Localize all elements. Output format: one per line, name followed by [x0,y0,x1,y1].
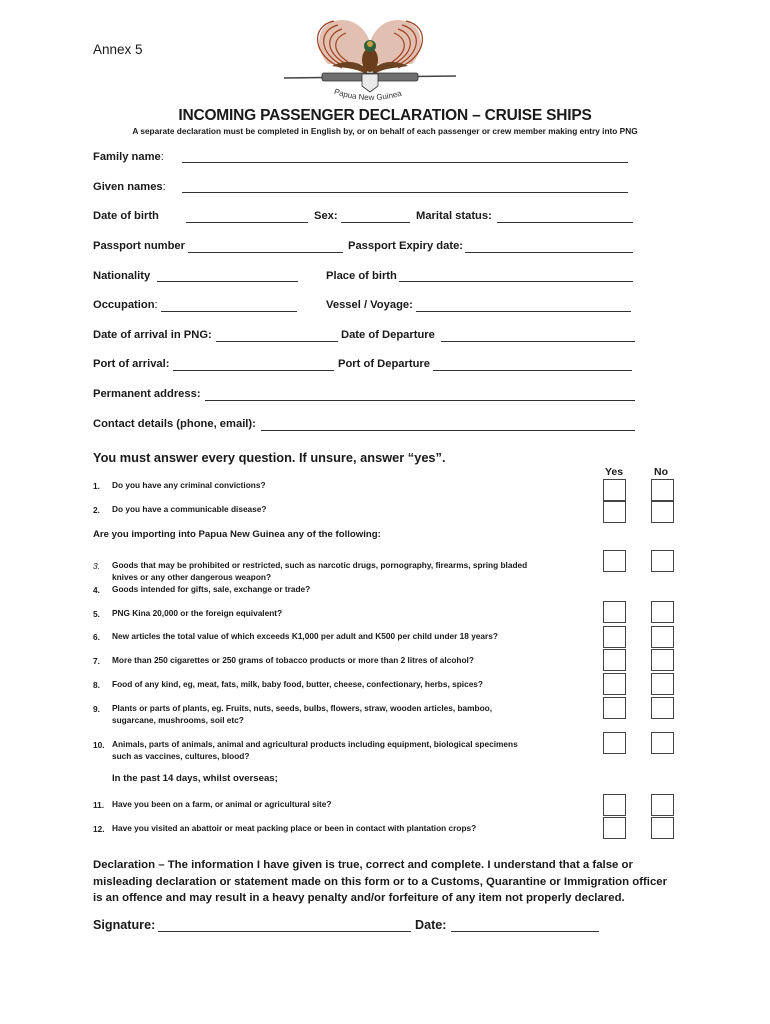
q5-yes-checkbox[interactable] [603,601,626,623]
overseas-heading: In the past 14 days, whilst overseas; [112,773,278,784]
question-text: Have you visited an abattoir or meat packing place or been in contact with plantation crops? [112,823,477,833]
q5-no-checkbox[interactable] [651,601,674,623]
question-text: Goods that may be prohibited or restricted, such as narcotic drugs, pornography, firearms, spring bladed [112,560,528,570]
q11-yes-checkbox[interactable] [603,794,626,816]
q7-yes-checkbox[interactable] [603,649,626,671]
question-number: 5. [93,609,100,619]
occupation-field[interactable] [161,311,297,312]
place-of-birth-label: Place of birth [326,270,397,282]
question-text-continued: such as vaccines, cultures, blood? [112,751,250,761]
nationality-field[interactable] [157,281,298,282]
q9-no-checkbox[interactable] [651,697,674,719]
question-number: 2. [93,505,100,515]
question-number: 9. [93,704,100,714]
q10-yes-checkbox[interactable] [603,732,626,754]
q12-no-checkbox[interactable] [651,817,674,839]
marital-status-field[interactable] [497,222,633,223]
passport-expiry-label: Passport Expiry date: [348,240,464,252]
q12-yes-checkbox[interactable] [603,817,626,839]
page-subtitle: A separate declaration must be completed in English by, or on behalf of each passenger or crew member making entry into PNG [132,126,638,136]
question-text: Food of any kind, eg, meat, fats, milk, baby food, butter, cheese, confectionary, herbs, spices? [112,679,483,689]
sex-label: Sex: [314,210,338,222]
question-number: 8. [93,680,100,690]
passport-number-label: Passport number [93,240,186,252]
question-text: Do you have any criminal convictions? [112,480,266,490]
vessel-voyage-label: Vessel / Voyage: [326,299,413,311]
port-of-arrival-label: Port of arrival: [93,358,170,370]
question-number: 4. [93,585,100,595]
question-text: More than 250 cigarettes or 250 grams of tobacco products or more than 2 litres of alcohol? [112,655,474,665]
date-of-birth-label: Date of birth [93,210,159,222]
question-number: 6. [93,632,100,642]
q2-yes-checkbox[interactable] [603,501,626,523]
question-text: Plants or parts of plants, eg. Fruits, nuts, seeds, bulbs, flowers, straw, wooden articles, bamboo, [112,703,493,713]
q10-no-checkbox[interactable] [651,732,674,754]
question-text: PNG Kina 20,000 or the foreign equivalent? [112,608,283,618]
passport-expiry-field[interactable] [465,252,633,253]
given-names-field[interactable] [182,192,628,193]
date-of-departure-label: Date of Departure [341,329,435,341]
instruction-heading: You must answer every question. If unsure, answer “yes”. [93,450,446,465]
question-number: 11. [93,800,105,810]
permanent-address-field[interactable] [205,400,635,401]
q6-yes-checkbox[interactable] [603,626,626,648]
q6-no-checkbox[interactable] [651,626,674,648]
port-of-departure-label: Port of Departure [338,358,430,370]
date-label: Date: [415,918,447,932]
q8-no-checkbox[interactable] [651,673,674,695]
yes-column-header: Yes [605,466,624,478]
question-text: Animals, parts of animals, animal and agricultural products including equipment, biological specimens [112,739,518,749]
question-number: 10. [93,740,105,750]
q7-no-checkbox[interactable] [651,649,674,671]
family-name-label: Family name: [93,151,164,163]
question-text: Do you have a communicable disease? [112,504,267,514]
question-text-continued: sugarcane, mushrooms, soil etc? [112,715,244,725]
port-of-arrival-field[interactable] [173,370,334,371]
question-text: New articles the total value of which exceeds K1,000 per adult and K500 per child under 18 years? [112,631,498,641]
date-field[interactable] [451,931,599,932]
no-column-header: No [654,466,668,478]
date-of-departure-field[interactable] [441,341,635,342]
q8-yes-checkbox[interactable] [603,673,626,695]
png-national-emblem [282,16,458,108]
nationality-label: Nationality [93,270,151,282]
signature-label: Signature: [93,918,156,932]
declaration-text: Declaration – The information I have given is true, correct and complete. I understand that a false or misleading declaration or statement made on this form or to a Customs, Quarantine or Immigration officer is an offence and may result in a heavy penalty and/or forfeiture of any item not properly declared. [93,859,668,904]
permanent-address-label: Permanent address: [93,388,201,400]
vessel-voyage-field[interactable] [416,311,631,312]
emblem-caption: Papua New Guinea [333,87,403,103]
question-text-continued: knives or any other dangerous weapon? [112,572,272,582]
question-number: 12. [93,824,105,834]
given-names-label: Given names: [93,181,166,193]
date-of-birth-field[interactable] [186,222,308,223]
q2-no-checkbox[interactable] [651,501,674,523]
annex-label: Annex 5 [93,42,143,57]
q1-yes-checkbox[interactable] [603,479,626,501]
question-number: 7. [93,656,100,666]
q1-no-checkbox[interactable] [651,479,674,501]
bird-of-paradise-emblem-icon [282,16,458,108]
q11-no-checkbox[interactable] [651,794,674,816]
importing-heading: Are you importing into Papua New Guinea any of the following: [93,529,381,540]
q3-yes-checkbox[interactable] [603,550,626,572]
occupation-label: Occupation: [93,299,158,311]
date-of-arrival-field[interactable] [216,341,338,342]
marital-status-label: Marital status: [416,210,492,222]
signature-field[interactable] [158,931,411,932]
place-of-birth-field[interactable] [399,281,633,282]
q3-no-checkbox[interactable] [651,550,674,572]
question-number: 3. [93,561,100,571]
family-name-field[interactable] [182,162,628,163]
q9-yes-checkbox[interactable] [603,697,626,719]
date-of-arrival-label: Date of arrival in PNG: [93,329,212,341]
contact-details-field[interactable] [261,430,635,431]
contact-details-label: Contact details (phone, email): [93,418,256,430]
question-text: Have you been on a farm, or animal or agricultural site? [112,799,332,809]
question-number: 1. [93,481,100,491]
port-of-departure-field[interactable] [433,370,632,371]
page-title: INCOMING PASSENGER DECLARATION – CRUISE SHIPS [178,107,592,124]
sex-field[interactable] [341,222,410,223]
question-text: Goods intended for gifts, sale, exchange or trade? [112,584,311,594]
passport-number-field[interactable] [188,252,343,253]
